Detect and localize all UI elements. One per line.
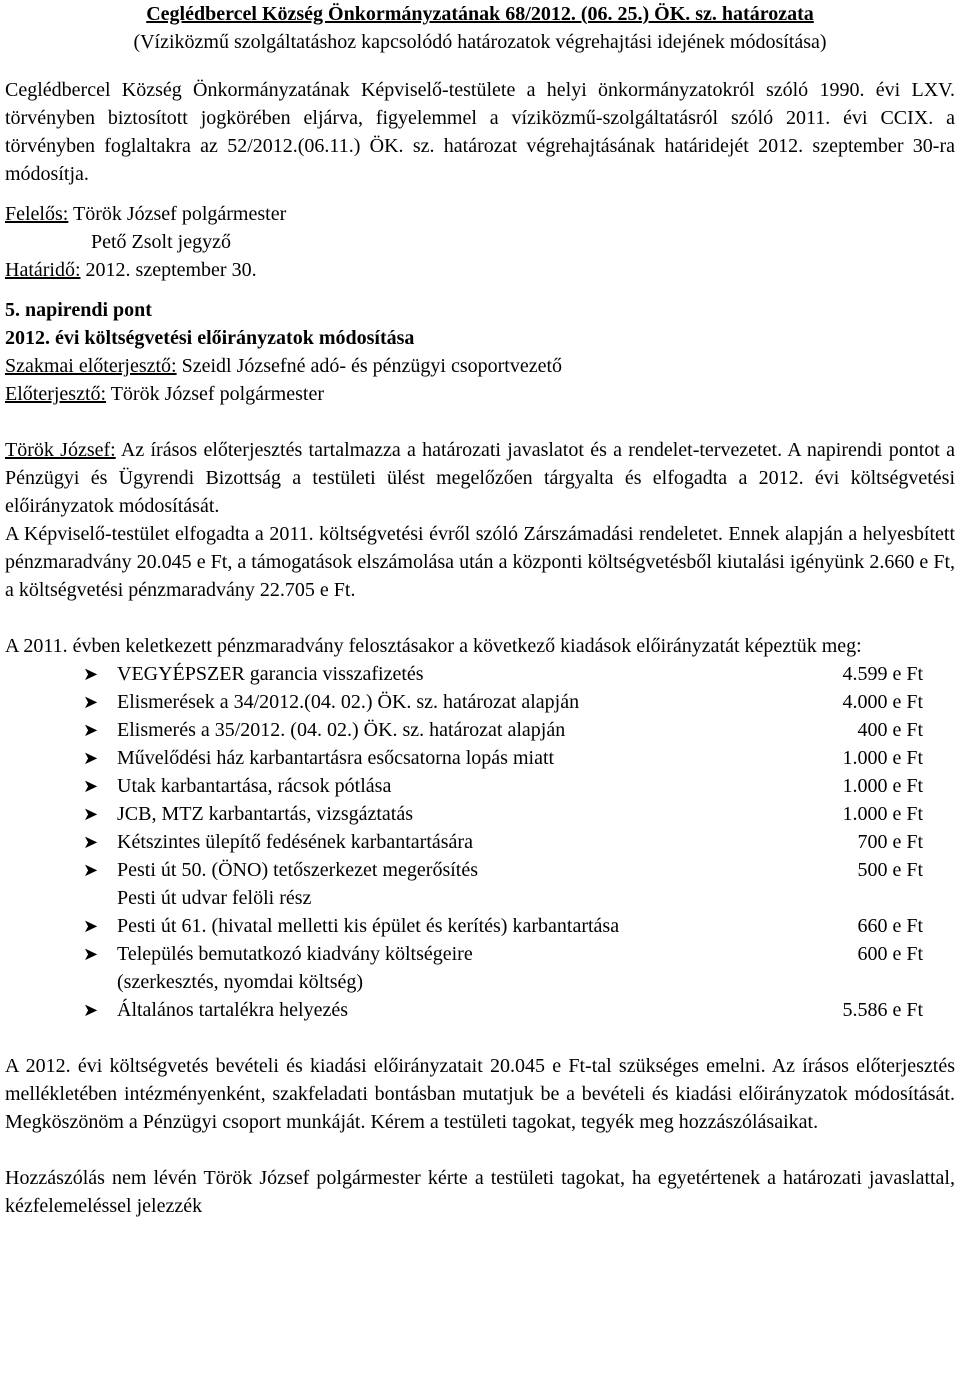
deadline-line: [5, 256, 955, 284]
expense-amount: 1.000 e Ft: [842, 747, 923, 769]
expense-item: [5, 856, 955, 912]
expense-amount: 4.599 e Ft: [842, 663, 923, 685]
expense-item: [5, 912, 955, 940]
expense-amount: 660 e Ft: [857, 915, 923, 937]
expense-label-cont: Pesti út udvar felöli rész: [117, 887, 312, 909]
arrow-bullet-icon: ➤: [83, 860, 99, 880]
presenter-value: Török József polgármester: [110, 383, 324, 405]
arrow-bullet-icon: ➤: [83, 804, 99, 824]
agenda-item: 5. napirendi pont: [5, 299, 152, 321]
deadline-value: 2012. szeptember 30.: [85, 259, 257, 281]
expense-label: Művelődési ház karbantartásra esőcsatorna lopás miatt: [117, 747, 555, 769]
closing-paragraph-1: A 2012. évi költségvetés bevételi és kiadási előirányzatait 20.045 e Ft-tal szükséges emelni. Az írásos előterjesztés mellékletében intézményenként, szakfeladati bontásban mutatjuk be a bevételi és kiadási előirányzatok módosítását. Megköszönöm a Pénzügyi csoport munkáját. Kérem a testületi tagokat, tegyék meg hozzászólásaikat.: [5, 1055, 955, 1133]
expense-amount: 4.000 e Ft: [842, 691, 923, 713]
agenda-title: 2012. évi költségvetési előirányzatok módosítása: [5, 327, 415, 349]
expense-amount: 700 e Ft: [857, 831, 923, 853]
expense-label: Utak karbantartása, rácsok pótlása: [117, 775, 392, 797]
arrow-bullet-icon: ➤: [83, 832, 99, 852]
expense-label-cont: (szerkesztés, nyomdai költség): [117, 971, 364, 993]
arrow-bullet-icon: ➤: [83, 916, 99, 936]
expense-amount: 600 e Ft: [857, 943, 923, 965]
arrow-bullet-icon: ➤: [83, 1000, 99, 1020]
expense-item: [5, 744, 955, 772]
resolution-paragraph: Ceglédbercel Község Önkormányzatának Képviselő-testülete a helyi önkormányzatokról szóló 1990. évi LXV. törvényben biztosított jogkörében eljárva, figyelemmel a víziközmű-szolgáltatásról szóló 2011. évi CCIX. a törvényben foglaltakra az 52/2012.(06.11.) ÖK. sz. határozat végrehajtásának határidejét 2012. szeptember 30-ra módosítja.: [5, 79, 955, 185]
responsible-mayor: Török József polgármester: [72, 203, 287, 225]
arrow-bullet-icon: ➤: [83, 720, 99, 740]
expense-label: Elismerések a 34/2012.(04. 02.) ÖK. sz. határozat alapján: [117, 691, 580, 713]
resolution-title: Ceglédbercel Község Önkormányzatának 68/2012. (06. 25.) ÖK. sz. határozata: [146, 3, 814, 25]
expense-amount: 1.000 e Ft: [842, 775, 923, 797]
speaker-name: Török József:: [5, 439, 116, 461]
presenter: [5, 380, 955, 408]
expense-item: [5, 828, 955, 856]
arrow-bullet-icon: ➤: [83, 776, 99, 796]
presenter-professional-label: Szakmai előterjesztő:: [5, 355, 177, 377]
expense-label: Település bemutatkozó kiadvány költségeire: [117, 943, 473, 965]
expense-item: [5, 940, 955, 996]
expense-label: VEGYÉPSZER garancia visszafizetés: [117, 663, 424, 685]
expense-label: Általános tartalékra helyezés: [117, 999, 348, 1021]
speech-paragraph-3: A 2011. évben keletkezett pénzmaradvány felosztásakor a következő kiadások előirányzatát képeztük meg:: [5, 635, 862, 657]
expense-item: [5, 772, 955, 800]
expense-label: Kétszintes ülepítő fedésének karbantartására: [117, 831, 473, 853]
expense-item: [5, 660, 955, 688]
expense-item: [5, 800, 955, 828]
expense-amount: 400 e Ft: [857, 719, 923, 741]
deadline-label: Határidő:: [5, 259, 81, 281]
expense-amount: 500 e Ft: [857, 859, 923, 881]
expense-label: Pesti út 50. (ÖNO) tetőszerkezet megerősítés: [117, 859, 479, 881]
expense-item: [5, 688, 955, 716]
resolution-subtitle: (Víziközmű szolgáltatáshoz kapcsolódó határozatok végrehajtási idejének módosítása): [133, 31, 827, 53]
speech-paragraph-1: [5, 436, 955, 520]
presenter-professional: [5, 352, 955, 380]
responsible-line: [5, 200, 955, 228]
expense-label: Elismerés a 35/2012. (04. 02.) ÖK. sz. határozat alapján: [117, 719, 566, 741]
responsible-notary: Pető Zsolt jegyző: [91, 231, 231, 253]
expense-label: JCB, MTZ karbantartás, vizsgáztatás: [117, 803, 414, 825]
arrow-bullet-icon: ➤: [83, 664, 99, 684]
arrow-bullet-icon: ➤: [83, 748, 99, 768]
responsible-label: Felelős:: [5, 203, 69, 225]
presenter-label: Előterjesztő:: [5, 383, 107, 405]
closing-paragraph-2: Hozzászólás nem lévén Török József polgármester kérte a testületi tagokat, ha egyetértenek a határozati javaslattal, kézfelemeléssel jelezzék: [5, 1167, 955, 1217]
arrow-bullet-icon: ➤: [83, 692, 99, 712]
expense-amount: 5.586 e Ft: [842, 999, 923, 1021]
speech-paragraph-2: A Képviselő-testület elfogadta a 2011. költségvetési évről szóló Zárszámadási rendeletet. Ennek alapján a helyesbített pénzmaradvány 20.045 e Ft, a támogatások elszámolása után a központi költségvetésből kiutalási igényünk 2.660 e Ft, a költségvetési pénzmaradvány 22.705 e Ft.: [5, 523, 955, 601]
expense-item: [5, 716, 955, 744]
expense-amount: 1.000 e Ft: [842, 803, 923, 825]
presenter-professional-value: Szeidl Józsefné adó- és pénzügyi csoportvezető: [181, 355, 563, 377]
expense-label: Pesti út 61. (hivatal melletti kis épület és kerítés) karbantartása: [117, 915, 620, 937]
expense-list: [5, 660, 955, 1024]
document-page: [5, 0, 955, 1220]
arrow-bullet-icon: ➤: [83, 944, 99, 964]
expense-item: [5, 996, 955, 1024]
speech-text-1: Az írásos előterjesztés tartalmazza a határozati javaslatot és a rendelet-tervezetet. A napirendi pontot a Pénzügyi és Ügyrendi Bizottság a testületi ülést megelőzően tárgyalta és elfogadta a 2012. évi költségvetési előirányzatok módosítását.: [5, 439, 955, 517]
